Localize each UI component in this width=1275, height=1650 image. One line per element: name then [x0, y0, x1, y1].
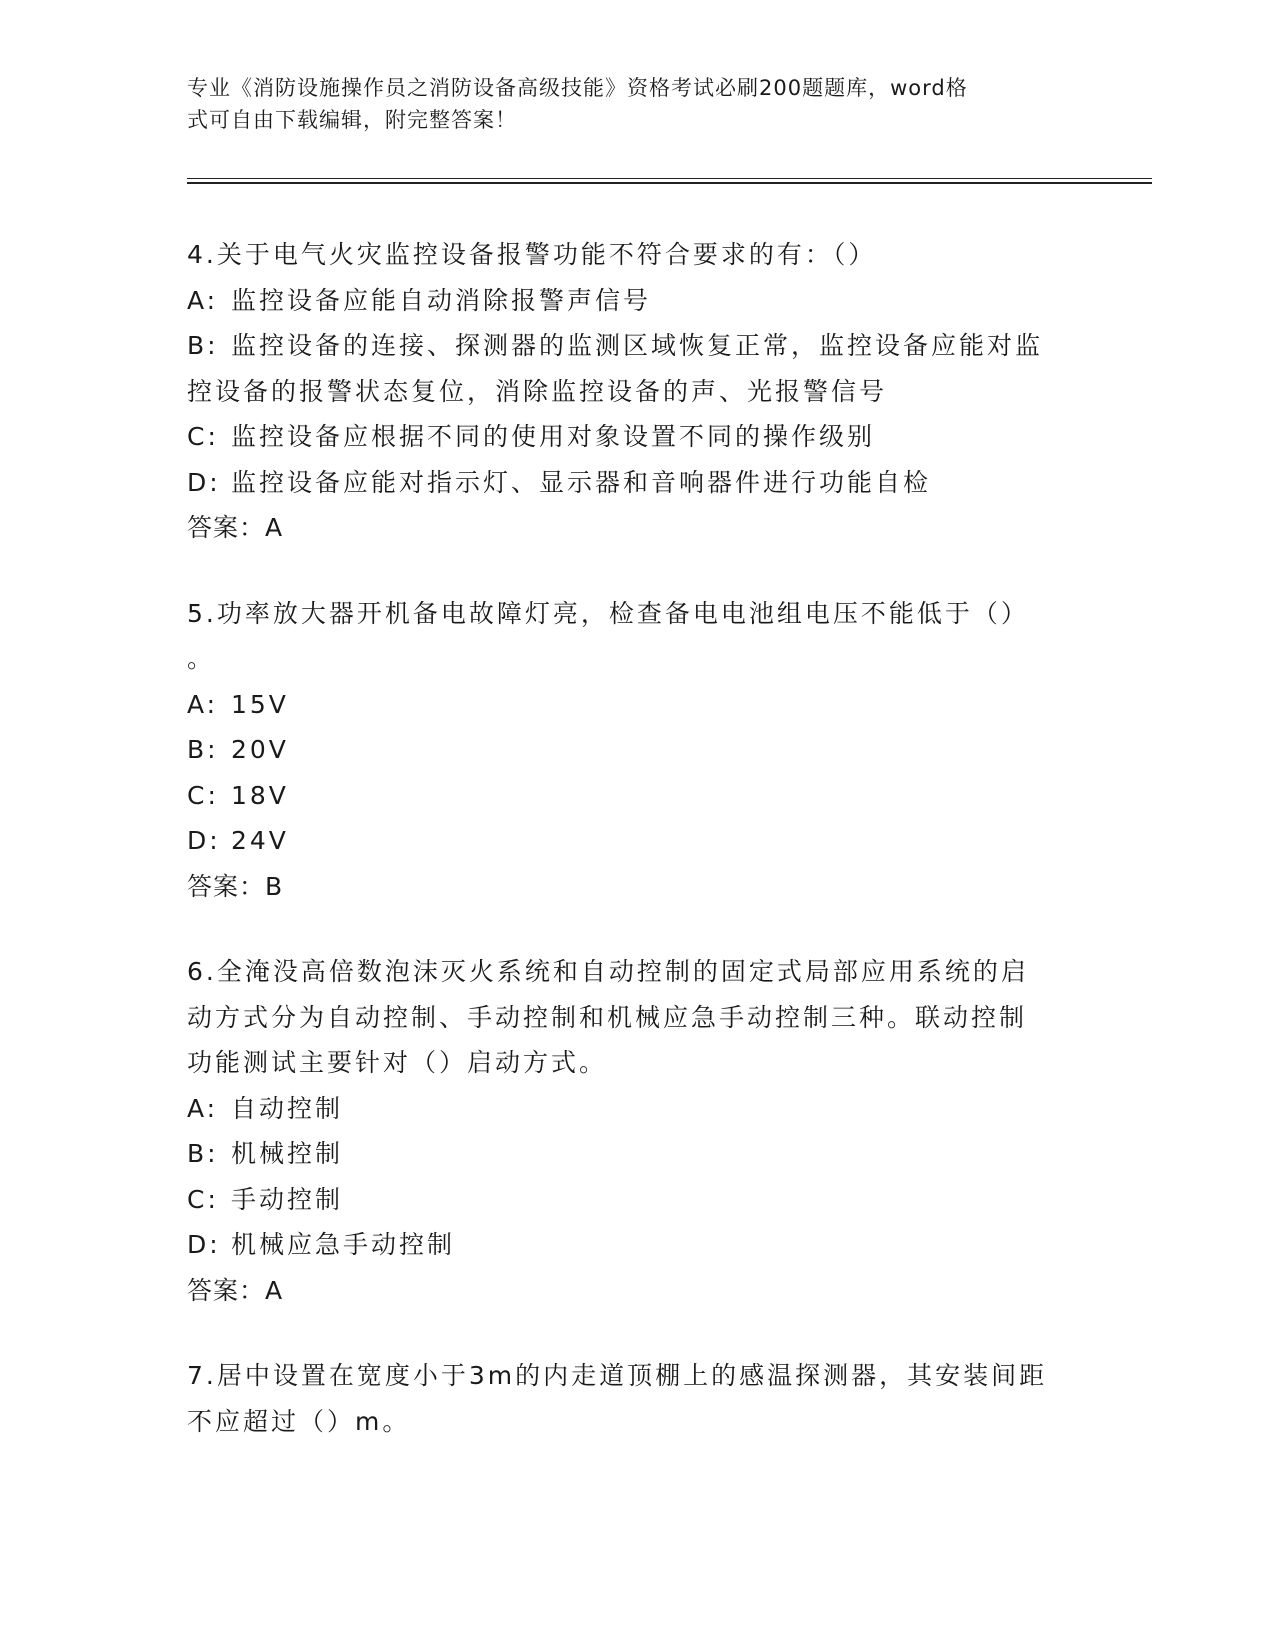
- option-letter: D:: [187, 826, 221, 855]
- header-line: 专业《消防设施操作员之消防设备高级技能》资格考试必刷200题题库，word格: [187, 76, 968, 100]
- question-stem: 功能测试主要针对（）启动方式。: [187, 1048, 608, 1077]
- header-divider-thick: [187, 182, 1152, 184]
- answer-option: [187, 323, 1087, 369]
- option-letter: B:: [187, 331, 219, 360]
- option-text: 监控设备应能自动消除报警声信号: [231, 285, 652, 315]
- answer-key: 答案：B: [187, 871, 284, 901]
- question-stem: 4.关于电气火灾监控设备报警功能不符合要求的有：（）: [187, 240, 877, 269]
- question-stem: 。: [187, 644, 216, 673]
- option-text: 监控设备应根据不同的使用对象设置不同的操作级别: [231, 422, 876, 451]
- answer-option: [187, 773, 1087, 819]
- option-letter: B:: [187, 1139, 219, 1168]
- option-letter: A:: [187, 1093, 219, 1123]
- question-block: [187, 591, 1087, 910]
- question-stem: 不应超过（）m。: [187, 1406, 411, 1436]
- option-letter: B:: [187, 735, 219, 764]
- option-text: 自动控制: [231, 1093, 344, 1123]
- option-text: 18V: [231, 780, 289, 810]
- answer-option: [187, 818, 1087, 864]
- header-divider-thin: [187, 178, 1152, 179]
- answer-option: [187, 1131, 1087, 1177]
- answer-option: [187, 414, 1087, 460]
- answer-option: [187, 460, 1087, 506]
- option-text: 监控设备的连接、探测器的监测区域恢复正常，监控设备应能对监: [231, 331, 1044, 360]
- question-stem: 5.功率放大器开机备电故障灯亮，检查备电电池组电压不能低于（）: [187, 598, 1029, 628]
- option-text: 手动控制: [231, 1184, 344, 1214]
- option-text: 监控设备应能对指示灯、显示器和音响器件进行功能自检: [231, 467, 932, 497]
- option-letter: C:: [187, 422, 219, 451]
- option-text: 机械应急手动控制: [231, 1230, 456, 1259]
- option-letter: C:: [187, 780, 219, 810]
- document-header: [187, 72, 1067, 136]
- answer-key: 答案：A: [187, 513, 284, 542]
- answer-option: [187, 1177, 1087, 1223]
- question-stem: 动方式分为自动控制、手动控制和机械应急手动控制三种。联动控制: [187, 1002, 1028, 1032]
- option-letter: C:: [187, 1184, 219, 1214]
- option-text: 20V: [231, 735, 289, 764]
- question-stem: 7.居中设置在宽度小于3m的内走道顶棚上的感温探测器，其安装间距: [187, 1361, 1048, 1390]
- option-text: 24V: [231, 826, 289, 855]
- option-letter: D:: [187, 467, 221, 497]
- option-text: 机械控制: [231, 1139, 344, 1168]
- answer-option: [187, 727, 1087, 773]
- question-block: [187, 232, 1087, 551]
- question-list: [187, 232, 1087, 1484]
- answer-option: 控设备的报警状态复位，消除监控设备的声、光报警信号: [187, 376, 888, 406]
- option-letter: A:: [187, 285, 219, 315]
- question-stem: 6.全淹没高倍数泡沫灭火系统和自动控制的固定式局部应用系统的启: [187, 957, 1029, 986]
- option-text: 15V: [231, 689, 289, 719]
- option-letter: A:: [187, 689, 219, 719]
- answer-option: [187, 278, 1087, 324]
- answer-key: 答案：A: [187, 1275, 284, 1305]
- option-letter: D:: [187, 1230, 221, 1259]
- question-block: [187, 949, 1087, 1313]
- header-line: 式可自由下载编辑，附完整答案！: [187, 108, 517, 132]
- answer-option: [187, 1086, 1087, 1132]
- answer-option: [187, 682, 1087, 728]
- answer-option: [187, 1222, 1087, 1268]
- question-block: [187, 1353, 1087, 1444]
